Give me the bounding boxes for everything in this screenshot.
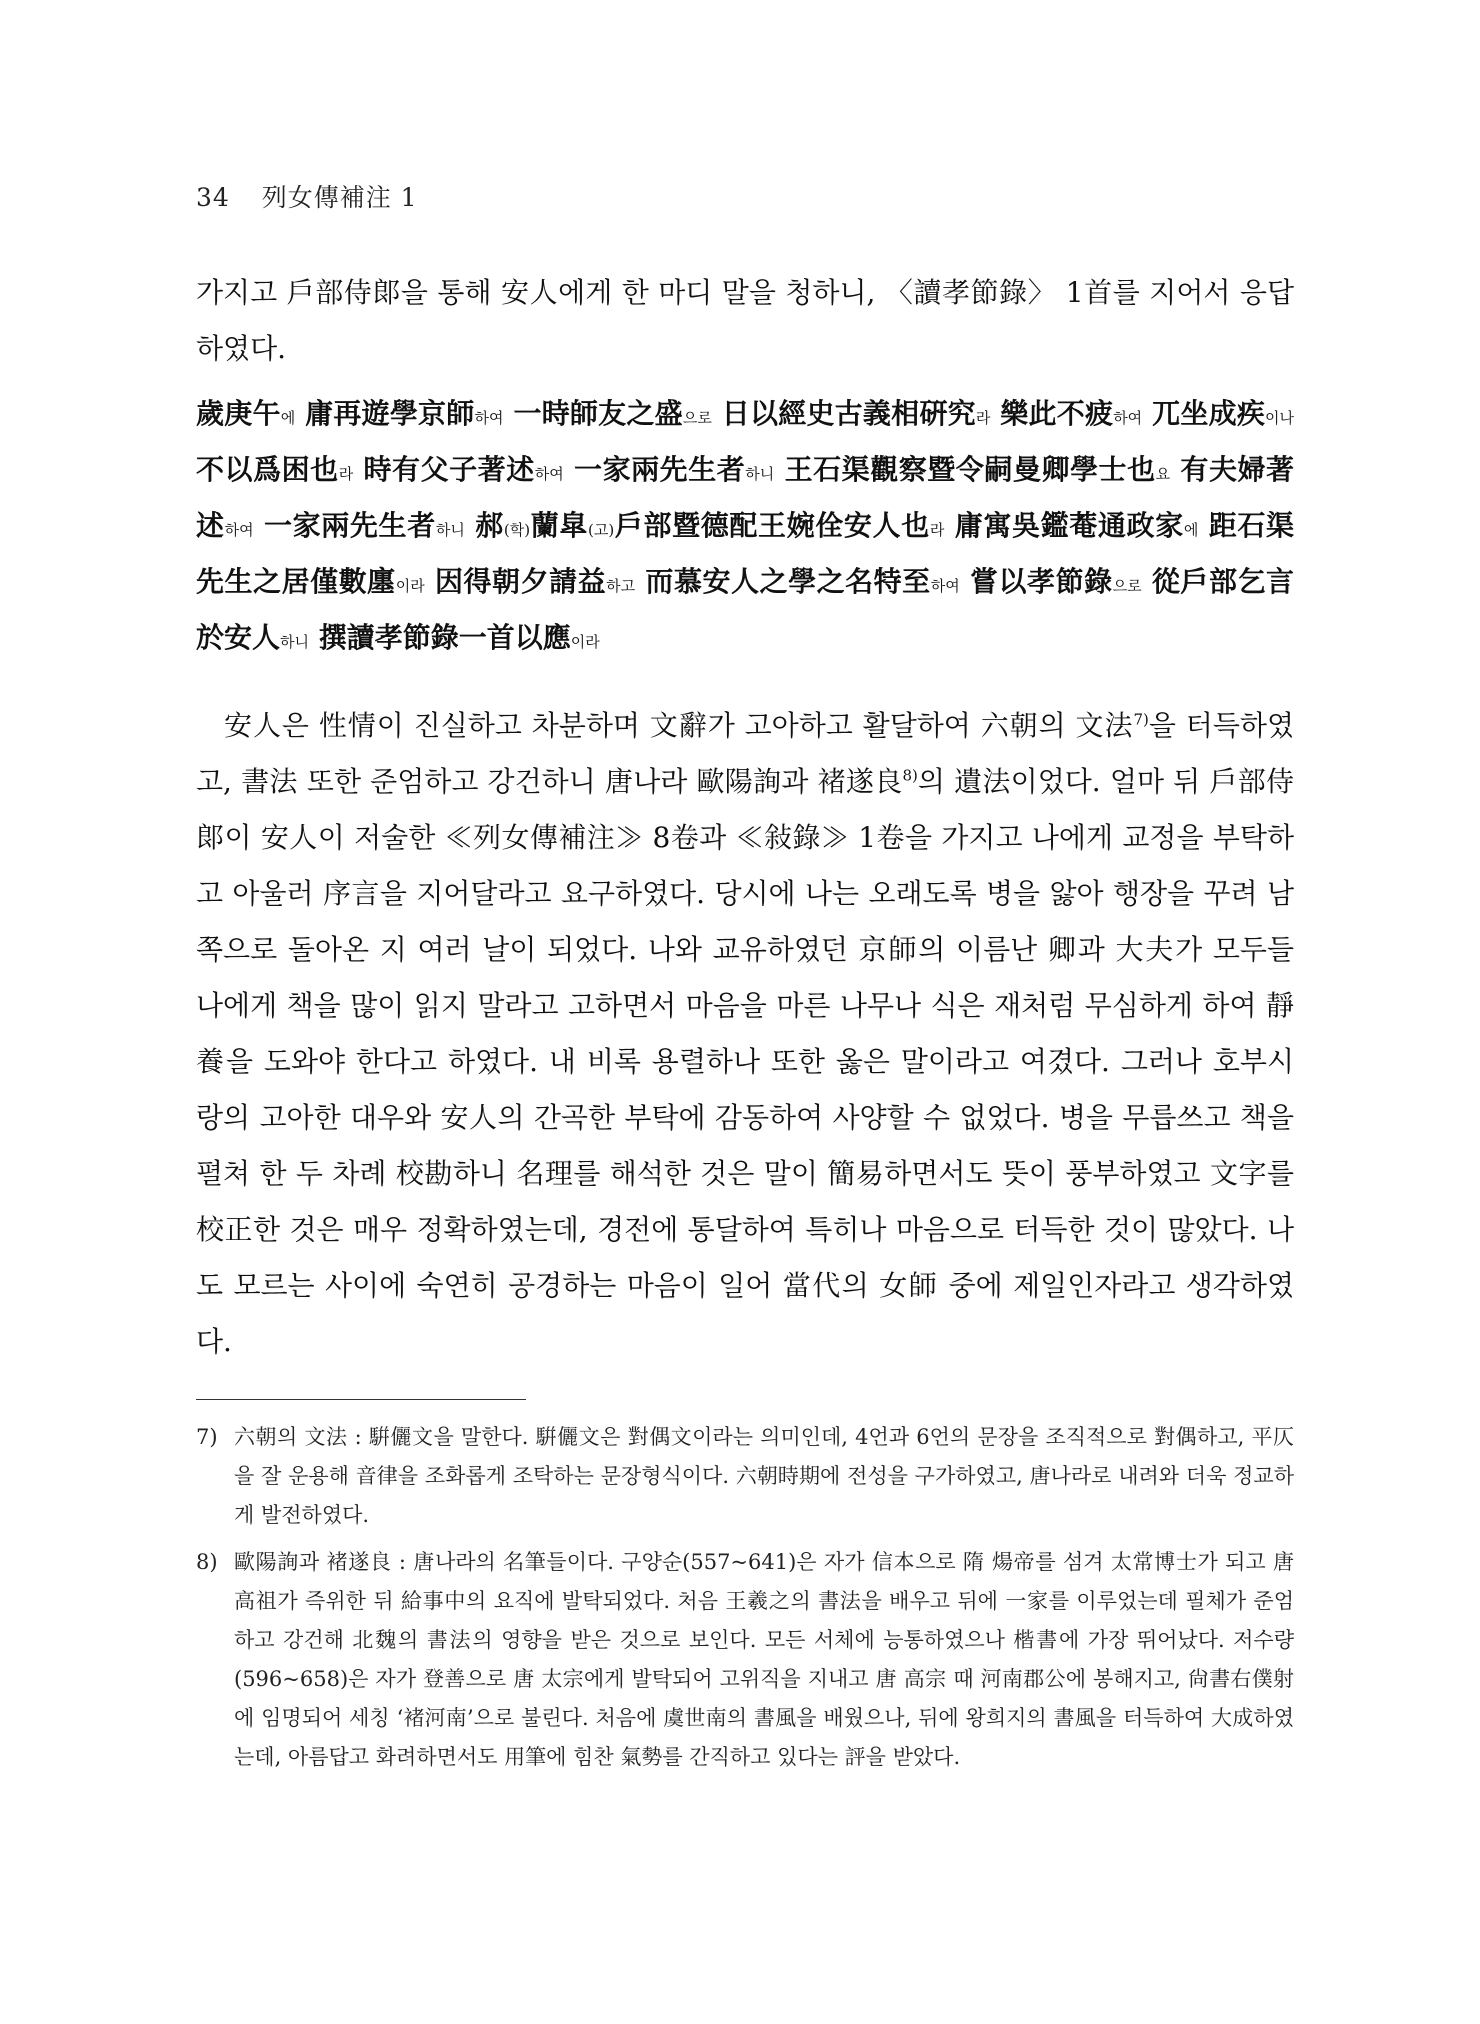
hanja-segment: 庸再遊學京師 xyxy=(295,397,475,430)
hanja-segment: 兀坐成疾 xyxy=(1142,397,1266,430)
hanja-segment: 距石渠先生之居僅數廛 xyxy=(196,509,1294,598)
hanja-segment: 日以經史古義相硏究 xyxy=(711,397,976,430)
hangul-particle: 하여 xyxy=(930,577,960,595)
book-title: 列女傳補注 1 xyxy=(261,183,418,212)
hangul-particle: 하여 xyxy=(1113,409,1143,427)
hangul-particle: 에 xyxy=(280,409,296,427)
hanja-segment: 時有父子著述 xyxy=(353,453,535,486)
hangul-particle: 에 xyxy=(1183,521,1199,539)
hangul-particle: 요 xyxy=(1155,465,1171,483)
hanja-segment: 一時師友之盛 xyxy=(503,397,683,430)
paragraph-translation-main xyxy=(196,698,1294,1370)
hangul-particle: 하고 xyxy=(606,577,636,595)
hanja-segment: 戶部暨德配王婉佺安人也 xyxy=(614,509,930,542)
hanja-segment: 樂此不疲 xyxy=(990,397,1114,430)
hangul-particle: 으로 xyxy=(1112,577,1142,595)
running-header xyxy=(196,178,418,214)
footnote-text: 六朝의 文法 : 騈儷文을 말한다. 騈儷文은 對偶文이라는 의미인데, 4언과 6언의 문장을 조직적으로 對偶하고, 平仄을 잘 운용해 音律을 조화롭게 조탁하는 문장형식이다. 六朝時期에 전성을 구가하였고, 唐나라로 내려와 더욱 정교하게 발전하였다. xyxy=(234,1425,1294,1527)
hanja-segment: 蘭皐 xyxy=(530,509,588,542)
paragraph-translation-continued: 가지고 戶部侍郞을 통해 安人에게 한 마디 말을 청하니, 〈讀孝節錄〉 1首를 지어서 응답하였다. xyxy=(196,276,1294,365)
hangul-particle: 이라 xyxy=(395,577,425,595)
hangul-particle: 이나 xyxy=(1265,409,1295,427)
hanja-segment: 而慕安人之學之名特至 xyxy=(635,565,931,598)
hangul-particle: 하니 xyxy=(435,521,465,539)
hanja-segment: 庸寓吳鑑菴通政家 xyxy=(944,509,1184,542)
footnote-ref-8[interactable]: 8) xyxy=(902,766,918,785)
hanja-segment: 嘗以孝節錄 xyxy=(959,565,1113,598)
hangul-particle: 하여 xyxy=(224,521,254,539)
hangul-particle: 하여 xyxy=(474,409,504,427)
hanja-segment: 從戶部乞言於安人 xyxy=(196,565,1295,654)
page-number: 34 xyxy=(196,183,230,212)
hanja-segment: 不以爲困也 xyxy=(196,453,339,486)
hanja-segment: 郝 xyxy=(464,509,504,542)
hangul-particle: 으로 xyxy=(682,409,712,427)
footnote-number: 8) xyxy=(196,1550,218,1574)
footnote-number: 7) xyxy=(196,1425,218,1449)
hangul-particle: 라 xyxy=(338,465,354,483)
footnote-ref-7[interactable]: 7) xyxy=(1133,710,1149,729)
classical-chinese-passage xyxy=(196,388,1294,668)
hangul-particle: (고) xyxy=(587,521,615,539)
paragraph-segment: 安人은 性情이 진실하고 차분하며 文辭가 고아하고 활달하여 六朝의 文法 xyxy=(224,709,1134,742)
hanja-segment: 因得朝夕請益 xyxy=(424,565,607,598)
hangul-particle: 라 xyxy=(975,409,991,427)
hangul-particle: 하니 xyxy=(280,633,309,651)
footnote-8 xyxy=(196,1543,1294,1777)
paragraph-segment: 의 遺法이었다. 얼마 뒤 戶部侍郞이 安人이 저술한 ≪列女傳補注≫ 8卷과 ≪敍錄≫ 1卷을 가지고 나에게 교정을 부탁하고 아울러 序言을 지어달라고 요구하였다. 당시에 나는 오래도록 병을 앓아 행장을 꾸려 남쪽으로 돌아온 지 여러 날이 되었다. 나와 교유하였던 京師의 이름난 卿과 大夫가 모두들 나에게 책을 많이 읽지 말라고 고하면서 마음을 마른 나무나 식은 재처럼 무심하게 하여 靜養을 도와야 한다고 하였다. 내 비록 용렬하나 또한 옳은 말이라고 여겼다. 그러나 호부시랑의 고아한 대우와 安人의 간곡한 부탁에 감동하여 사양할 수 없었다. 병을 무릅쓰고 책을 펼쳐 한 두 차례 校勘하니 名理를 해석한 것은 말이 簡易하면서도 뜻이 풍부하였고 文字를 校正한 것은 매우 정확하였는데, 경전에 통달하여 특히나 마음으로 터득한 것이 많았다. 나도 모르는 사이에 숙연히 공경하는 마음이 일어 當代의 女師 중에 제일인자라고 생각하였다. xyxy=(196,765,1294,1358)
hanja-segment: 一家兩先生者 xyxy=(253,509,436,542)
hangul-particle: 하니 xyxy=(745,465,775,483)
hanja-segment: 有夫婦著述 xyxy=(196,453,1295,542)
hangul-particle: 이라 xyxy=(570,633,600,651)
hangul-particle: 하여 xyxy=(534,465,564,483)
footnote-text: 歐陽詢과 褚遂良 : 唐나라의 名筆들이다. 구양순(557~641)은 자가 信本으로 隋 煬帝를 섬겨 太常博士가 되고 唐 高祖가 즉위한 뒤 給事中의 요직에 발탁되었다. 처음 王羲之의 書法을 배우고 뒤에 一家를 이루었는데 필체가 준엄하고 강건해 北魏의 書法의 영향을 받은 것으로 보인다. 모든 서체에 능통하였으나 楷書에 가장 뛰어났다. 저수량(596~658)은 자가 登善으로 唐 太宗에게 발탁되어 고위직을 지내고 唐 高宗 때 河南郡公에 봉해지고, 尙書右僕射에 임명되어 세칭 ‘褚河南’으로 불린다. 처음에 虞世南의 書風을 배웠으나, 뒤에 왕희지의 書風을 터득하여 大成하였는데, 아름답고 화려하면서도 用筆에 힘찬 氣勢를 간직하고 있다는 評을 받았다. xyxy=(234,1550,1294,1769)
hanja-segment: 撰讀孝節錄一首以應 xyxy=(309,621,571,654)
footnote-7 xyxy=(196,1418,1294,1535)
hanja-segment: 一家兩先生者 xyxy=(563,453,746,486)
hanja-segment: 王石渠觀察暨令嗣曼卿學士也 xyxy=(774,453,1156,486)
hanja-segment: 歲庚午 xyxy=(196,397,281,430)
hangul-particle: (학) xyxy=(503,521,531,539)
paragraph-segment: 을 터득하였고, 書法 또한 준엄하고 강건하니 唐나라 歐陽詢과 褚遂良 xyxy=(196,709,1294,798)
footnote-divider xyxy=(196,1399,526,1400)
hangul-particle: 라 xyxy=(929,521,945,539)
